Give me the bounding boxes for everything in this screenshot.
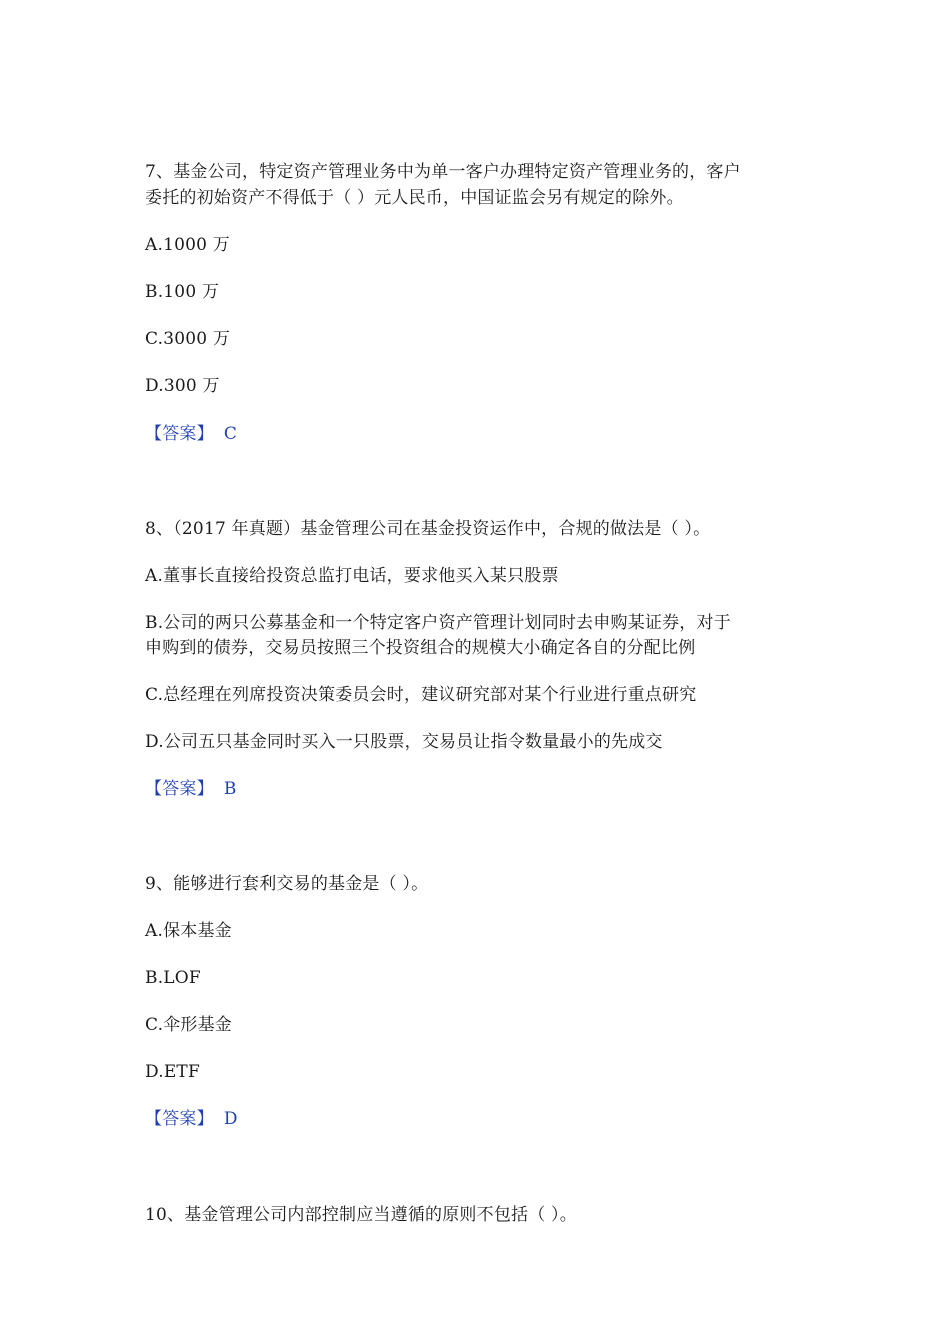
- answer-line: [145, 422, 237, 446]
- answer-line: [145, 1107, 238, 1131]
- answer-line: [145, 777, 237, 801]
- option-a: A.保本基金: [145, 921, 232, 941]
- question-stem-line: 7、基金公司，特定资产管理业务中为单一客户办理特定资产管理业务的，客户: [145, 162, 741, 182]
- option-a: A.董事长直接给投资总监打电话，要求他买入某只股票: [145, 566, 559, 586]
- option-b: B.LOF: [145, 968, 201, 988]
- question-stem-line: 8、（2017 年真题）基金管理公司在基金投资运作中，合规的做法是（ ）。: [145, 519, 711, 539]
- option-c: C.总经理在列席投资决策委员会时，建议研究部对某个行业进行重点研究: [145, 685, 697, 705]
- answer-value: C: [223, 424, 238, 444]
- option-a: A.1000 万: [145, 235, 230, 255]
- option-d: D.ETF: [145, 1062, 200, 1082]
- question-stem-line: 10、基金管理公司内部控制应当遵循的原则不包括（ ）。: [145, 1205, 577, 1225]
- question-stem-line: 9、能够进行套利交易的基金是（ ）。: [145, 874, 429, 894]
- option-d: D.公司五只基金同时买入一只股票，交易员让指令数量最小的先成交: [145, 732, 663, 752]
- option-c: C.3000 万: [145, 329, 231, 349]
- answer-value: D: [223, 1109, 238, 1129]
- option-b: B.100 万: [145, 282, 220, 302]
- answer-value: B: [223, 779, 237, 799]
- option-d: D.300 万: [145, 376, 220, 396]
- option-b: B.公司的两只公募基金和一个特定客户资产管理计划同时去申购某证券，对于: [145, 613, 731, 633]
- answer-label: 【答案】: [145, 779, 214, 799]
- answer-label: 【答案】: [145, 424, 214, 444]
- option-c: C.伞形基金: [145, 1015, 233, 1035]
- answer-label: 【答案】: [145, 1109, 214, 1129]
- question-stem-line: 委托的初始资产不得低于（ ）元人民币，中国证监会另有规定的除外。: [145, 188, 684, 208]
- option-b-continued: 申购到的债券，交易员按照三个投资组合的规模大小确定各自的分配比例: [145, 638, 696, 658]
